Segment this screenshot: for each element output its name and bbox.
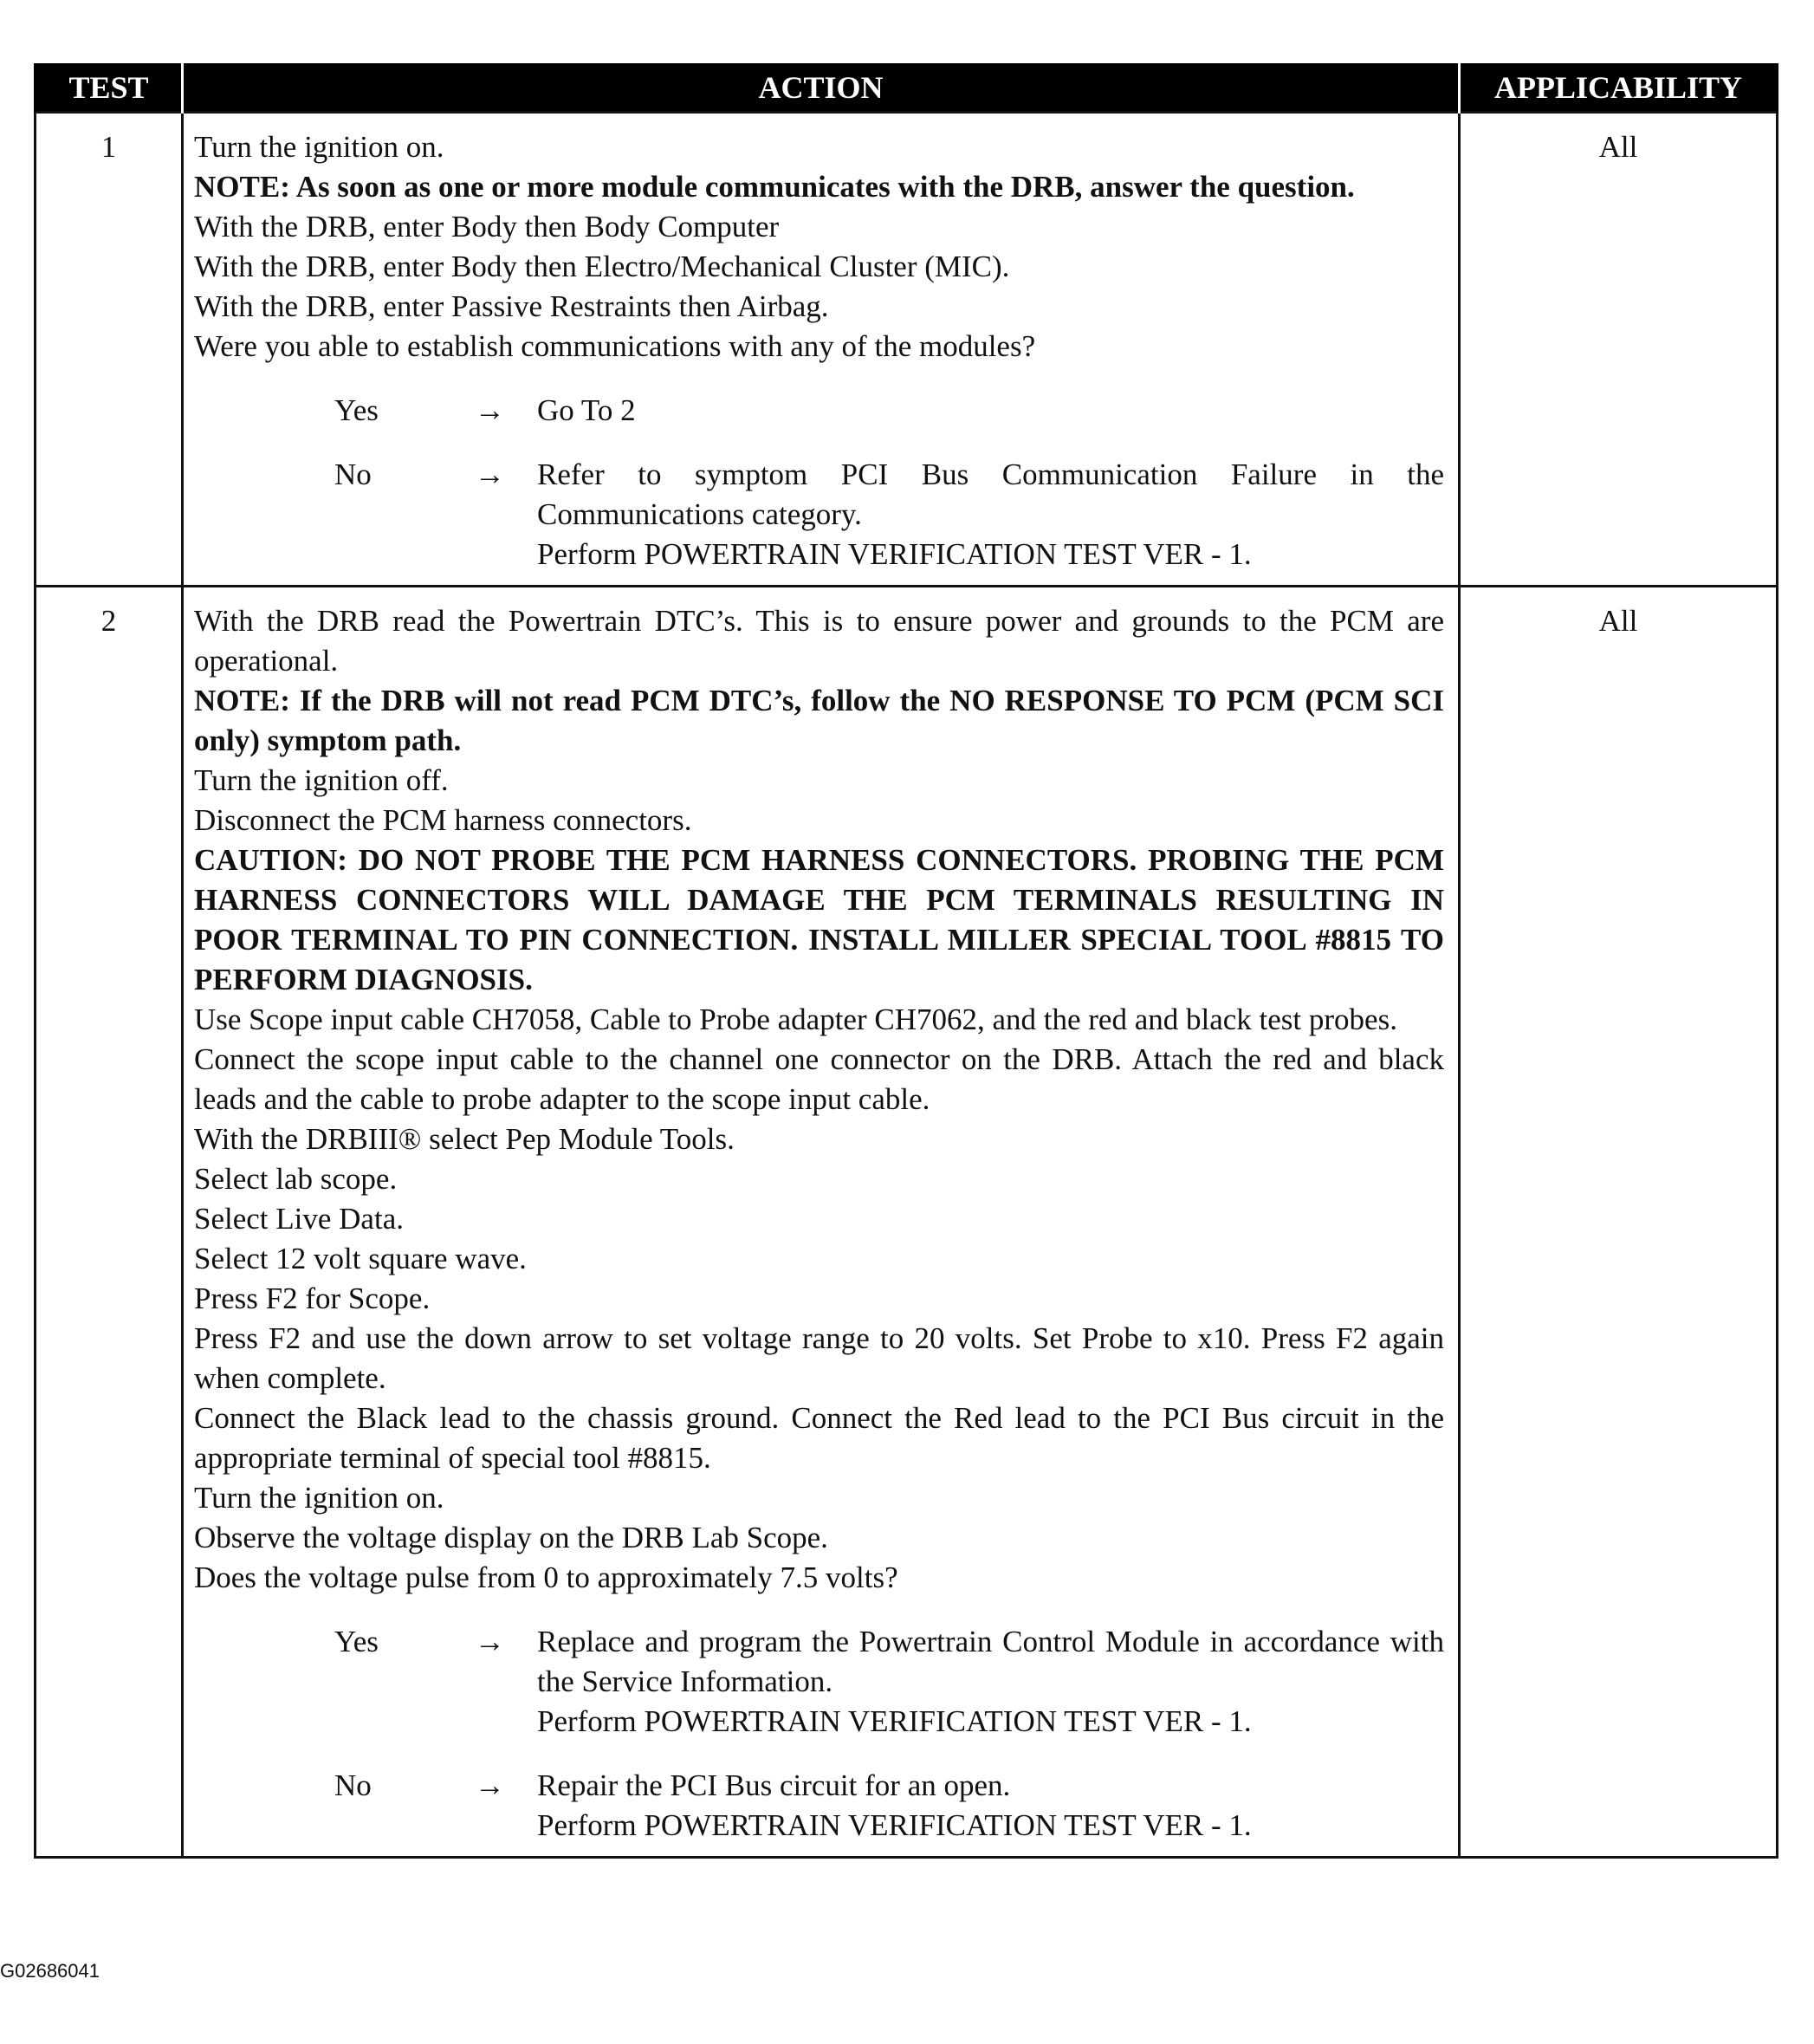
branch-label: Yes: [334, 1625, 379, 1658]
action-step: Does the voltage pulse from 0 to approximately 7.5 volts?: [194, 1561, 898, 1594]
branch-result-line: Replace and program the Powertrain Control Module in accordance with the Service Information.: [537, 1625, 1444, 1698]
action-step: Turn the ignition on.: [194, 130, 444, 164]
test-number: 1: [36, 113, 183, 587]
branch-result: [537, 1766, 1444, 1846]
arrow-right-icon: →: [475, 1625, 505, 1658]
action-step: With the DRB, enter Passive Restraints then Airbag.: [194, 289, 829, 323]
branch-result-line: Perform POWERTRAIN VERIFICATION TEST VER - 1.: [537, 1704, 1252, 1738]
branch-yes: [194, 391, 1444, 431]
branch-result: [537, 391, 1444, 431]
arrow-right-icon: →: [475, 1768, 505, 1802]
action-step: Connect the scope input cable to the channel one connector on the DRB. Attach the red and black leads and the cable to probe adapter to the scope input cable.: [194, 1042, 1444, 1116]
table-row: [36, 587, 1778, 1858]
branch-label: Yes: [334, 393, 379, 427]
action-step: With the DRB, enter Body then Body Computer: [194, 210, 780, 243]
action-step: Observe the voltage display on the DRB Lab Scope.: [194, 1521, 828, 1554]
action-step: Select Live Data.: [194, 1202, 404, 1236]
branch-result-line: Refer to symptom PCI Bus Communication Failure in the Communications category.: [537, 457, 1444, 531]
action-step: Press F2 for Scope.: [194, 1282, 431, 1315]
diagnostic-test-table: [34, 63, 1778, 1859]
branch-result-line: Repair the PCI Bus circuit for an open.: [537, 1768, 1011, 1802]
branch-label: No: [334, 1768, 372, 1802]
branch-result-line: Perform POWERTRAIN VERIFICATION TEST VER - 1.: [537, 1808, 1252, 1842]
action-step: Connect the Black lead to the chassis ground. Connect the Red lead to the PCI Bus circuit in the appropriate terminal of special tool #8815.: [194, 1401, 1444, 1475]
action-step: Select lab scope.: [194, 1162, 398, 1196]
action-step: With the DRB read the Powertrain DTC’s. This is to ensure power and grounds to the PCM are operational.: [194, 604, 1444, 678]
figure-id: G02686041: [0, 1960, 100, 1982]
table-body: [36, 113, 1778, 1858]
branch-result-line: Perform POWERTRAIN VERIFICATION TEST VER - 1.: [537, 537, 1252, 571]
action-note: NOTE: As soon as one or more module communicates with the DRB, answer the question.: [194, 170, 1355, 204]
branch-label: No: [334, 457, 372, 491]
action-step: Disconnect the PCM harness connectors.: [194, 803, 692, 837]
action-note: CAUTION: DO NOT PROBE THE PCM HARNESS CONNECTORS. PROBING THE PCM HARNESS CONNECTORS WILL DAMAGE THE PCM TERMINALS RESULTING IN POOR TERMINAL TO PIN CONNECTION. INSTALL MILLER SPECIAL TOOL #8815 TO PERFORM DIAGNOSIS.: [194, 843, 1444, 996]
test-number: 2: [36, 587, 183, 1858]
test-action: [183, 587, 1460, 1858]
action-step: With the DRBIII® select Pep Module Tools.: [194, 1122, 735, 1156]
arrow-right-icon: →: [475, 457, 505, 491]
header-test: TEST: [36, 63, 183, 113]
action-step: Select 12 volt square wave.: [194, 1242, 527, 1275]
branch-result: [537, 455, 1444, 574]
action-step: Were you able to establish communications with any of the modules?: [194, 329, 1036, 363]
table-header-row: [36, 63, 1778, 113]
branch-result: [537, 1622, 1444, 1742]
branch-yes: [194, 1622, 1444, 1742]
action-step: Turn the ignition off.: [194, 763, 449, 797]
header-applicability: APPLICABILITY: [1460, 63, 1778, 113]
branch-no: [194, 455, 1444, 574]
branch-no: [194, 1766, 1444, 1846]
action-step: Turn the ignition on.: [194, 1481, 444, 1515]
arrow-right-icon: →: [475, 393, 505, 427]
test-applicability: All: [1460, 587, 1778, 1858]
test-action: [183, 113, 1460, 587]
header-action: ACTION: [183, 63, 1460, 113]
action-step: Press F2 and use the down arrow to set voltage range to 20 volts. Set Probe to x10. Press F2 again when complete.: [194, 1321, 1444, 1395]
action-step: With the DRB, enter Body then Electro/Mechanical Cluster (MIC).: [194, 250, 1010, 283]
action-note: NOTE: If the DRB will not read PCM DTC’s, follow the NO RESPONSE TO PCM (PCM SCI only) symptom path.: [194, 684, 1444, 757]
action-step: Use Scope input cable CH7058, Cable to Probe adapter CH7062, and the red and black test probes.: [194, 1003, 1397, 1036]
test-applicability: All: [1460, 113, 1778, 587]
branch-result-line: Go To 2: [537, 393, 636, 427]
table-row: [36, 113, 1778, 587]
